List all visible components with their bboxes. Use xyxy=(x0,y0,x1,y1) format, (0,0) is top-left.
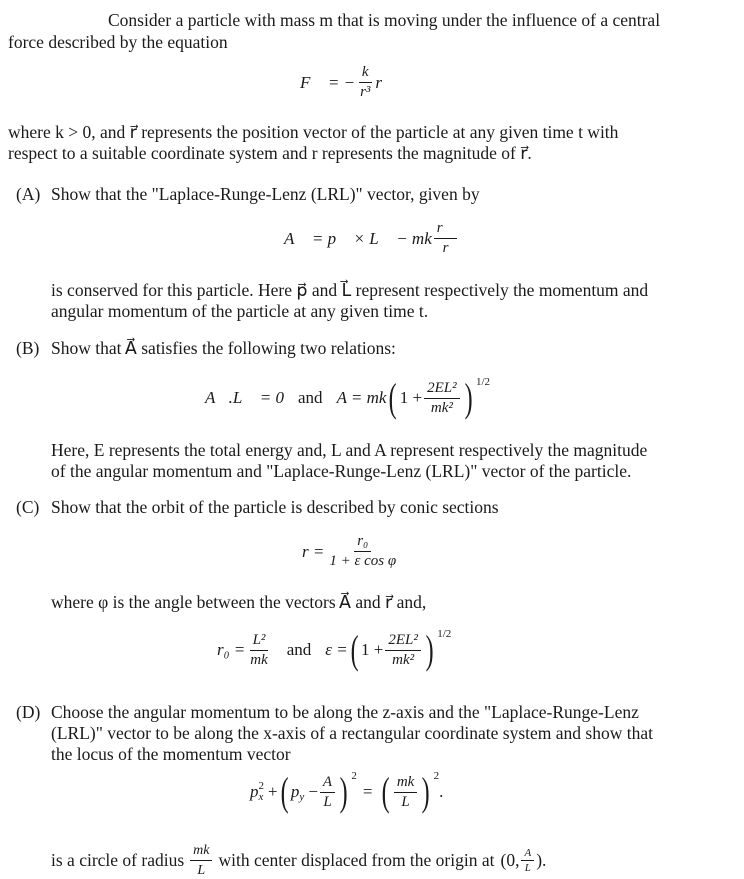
part-b-label: (B) xyxy=(16,338,40,358)
eccentricity-equation xyxy=(217,627,452,672)
part-b-after-1: Here, E represents the total energy and, L and A represent respectively the magnitude xyxy=(51,440,648,460)
fraction xyxy=(424,380,460,417)
eq-term: 1 + xyxy=(399,388,423,407)
eq-lhs-2: ε = xyxy=(325,640,348,659)
eq-lhs: r = xyxy=(302,541,325,561)
fraction xyxy=(357,64,373,101)
momentum-circle-equation xyxy=(250,769,444,814)
force-equation xyxy=(300,64,395,101)
plus-sign: + xyxy=(268,782,278,801)
center-open: (0, xyxy=(500,850,520,870)
exponent: 2 xyxy=(351,770,357,782)
subscript: y xyxy=(299,791,305,803)
center-close: ). xyxy=(536,850,547,870)
exponent: 2 xyxy=(258,780,264,792)
radius-fraction xyxy=(190,842,212,879)
left-paren: ( xyxy=(350,627,359,672)
exponent: 1/2 xyxy=(475,376,491,388)
part-c-label: (C) xyxy=(16,497,40,517)
fraction xyxy=(434,220,458,257)
denominator: 1 + ε cos φ xyxy=(329,553,397,569)
px-term: p xyxy=(250,782,259,801)
eq-lhs: F⃗ = − xyxy=(300,72,356,92)
denominator: r xyxy=(442,240,449,256)
denominator: r³ xyxy=(360,84,371,100)
part-c-text: Show that the orbit of the particle is described by conic sections xyxy=(51,497,499,517)
and-word: and xyxy=(286,640,312,659)
part-a-label: (A) xyxy=(16,184,41,204)
numerator: k xyxy=(359,64,372,83)
period: . xyxy=(439,782,444,801)
denominator: L xyxy=(401,793,410,810)
minus-sign: − xyxy=(308,782,318,801)
right-paren: ) xyxy=(339,769,348,814)
numerator: 2EL² xyxy=(385,632,421,651)
part-d-last-line xyxy=(51,842,546,879)
fraction xyxy=(320,774,335,811)
part-b-text: Show that A⃗ satisfies the following two relations: xyxy=(51,338,396,358)
fraction xyxy=(247,632,271,669)
intro-line-1: Consider a particle with mass m that is moving under the influence of a central xyxy=(108,10,661,30)
last-line-text-2: with center displaced from the origin at xyxy=(218,850,495,870)
fraction xyxy=(326,533,399,570)
numerator: 2EL² xyxy=(424,380,460,399)
part-a-after-2: angular momentum of the particle at any given time t. xyxy=(51,301,429,321)
denominator: L xyxy=(524,862,531,874)
numerator: r₀ xyxy=(354,533,371,552)
eq-rhs: r⃗ xyxy=(375,72,396,92)
intro-line-2: force described by the equation xyxy=(8,32,228,52)
fraction xyxy=(394,774,418,811)
exponent: 2 xyxy=(433,770,440,782)
py-term: p xyxy=(290,782,300,801)
where-line-2: respect to a suitable coordinate system and r represents the magnitude of r⃗. xyxy=(8,143,532,163)
denominator: mk² xyxy=(430,399,453,416)
part-d-line-3: the locus of the momentum vector xyxy=(51,744,291,764)
last-line-text: is a circle of radius xyxy=(51,850,185,870)
part-a-text: Show that the "Laplace-Runge-Lenz (LRL)" vector, given by xyxy=(51,184,480,204)
eq-lhs: A = mk xyxy=(336,388,387,407)
part-a-after-1: is conserved for this particle. Here p⃗ and L⃗ represent respectively the momentum and xyxy=(51,280,649,300)
numerator: L² xyxy=(250,632,269,651)
part-d-label: (D) xyxy=(16,702,41,722)
and-word: and xyxy=(298,388,323,407)
dot-product-relation: A⃗.L⃗ = 0 xyxy=(205,388,285,407)
fraction xyxy=(385,632,421,669)
denominator: L xyxy=(323,793,332,810)
numerator: r⃗ xyxy=(434,220,458,239)
right-paren: ) xyxy=(425,627,434,672)
eq-lhs: A⃗ = p⃗ × L⃗ − mk xyxy=(284,228,432,248)
relations-equation xyxy=(205,375,491,420)
numerator: A xyxy=(320,774,335,793)
part-d-line-2: (LRL)" vector to be along the x-axis of a rectangular coordinate system and show that xyxy=(51,723,653,743)
eq-term: 1 + xyxy=(361,640,384,659)
left-paren: ( xyxy=(389,375,398,420)
where-line-1: where k > 0, and r⃗ represents the position vector of the particle at any given time t with xyxy=(8,122,619,142)
numerator: mk xyxy=(394,774,418,793)
lrl-vector-equation xyxy=(284,220,459,257)
part-b-after-2: of the angular momentum and "Laplace-Runge-Lenz (LRL)" vector of the particle. xyxy=(51,461,632,481)
part-d-line-1: Choose the angular momentum to be along the z-axis and the "Laplace-Runge-Lenz xyxy=(51,702,639,722)
denominator: mk xyxy=(250,651,268,668)
left-paren: ( xyxy=(381,769,390,814)
exponent: 1/2 xyxy=(437,628,452,640)
denominator: mk² xyxy=(392,651,415,668)
numerator: mk xyxy=(190,842,212,861)
denominator: L xyxy=(197,863,206,878)
equals-sign: = xyxy=(362,782,373,801)
numerator: A xyxy=(521,847,534,861)
subscript: x xyxy=(258,791,264,803)
part-c-where: where φ is the angle between the vectors A⃗ and r⃗ and, xyxy=(51,592,427,612)
center-fraction xyxy=(521,847,534,874)
right-paren: ) xyxy=(464,375,473,420)
left-paren: ( xyxy=(280,769,289,814)
right-paren: ) xyxy=(421,769,430,814)
orbit-equation xyxy=(302,533,401,570)
eq-lhs: r₀ = xyxy=(217,640,246,659)
